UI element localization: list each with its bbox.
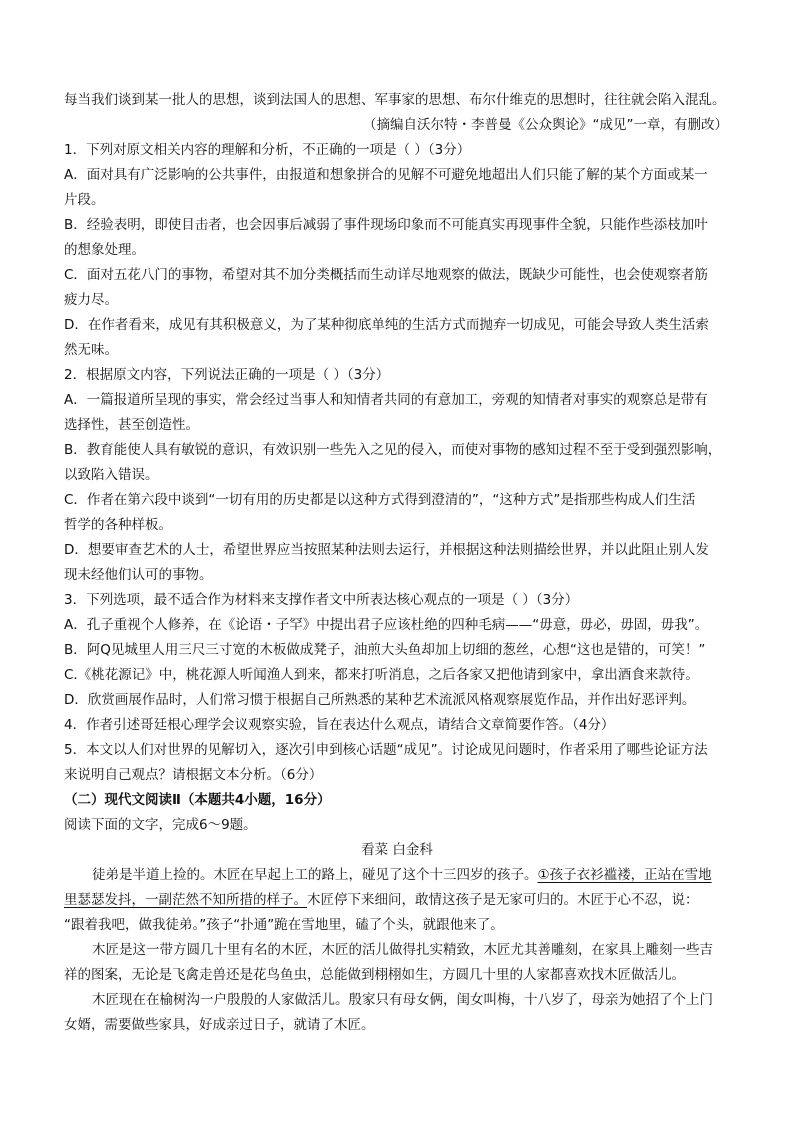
passage-last-line: 每当我们谈到某一批人的思想，谈到法国人的思想、军事家的思想、布尔什维克的思想时，往往就会陷入混乱。 — [64, 92, 726, 108]
q2-option-d-cont: 现未经他们认可的事物。 — [64, 567, 213, 583]
story-p1-line3: “跟着我吧，做我徒弟。”孩子“扑通”跪在雪地里，磕了个头，就跟他来了。 — [64, 917, 504, 933]
source-citation: （摘编自沃尔特・李普曼《公众舆论》“成见”一章，有删改） — [363, 117, 728, 133]
q1-option-b-cont: 的想象处理。 — [64, 242, 145, 258]
q2-option-b: B．教育能使人具有敏锐的意识，有效识别一些先入之见的侵入，而使对事物的感知过程不至于受到强烈影响， — [64, 442, 722, 458]
question-3-stem: 3．下列选项，最不适合作为材料来支撑作者文中所表达核心观点的一项是（ ）（3分） — [64, 592, 579, 608]
q1-option-d-cont: 然无味。 — [64, 342, 118, 358]
question-4: 4．作者引述哥廷根心理学会议观察实验，旨在表达什么观点，请结合文章简要作答。（4分） — [64, 717, 615, 733]
story-p3-line2: 女婿，需要做些家具，好成亲过日子，就请了木匠。 — [64, 1017, 375, 1033]
q1-option-a-cont: 片段。 — [64, 192, 105, 208]
story-p1-line2 — [64, 891, 699, 909]
underlined-sentence-1: ①孩子衣衫褴褛，正站在雪地 — [537, 867, 712, 883]
underlined-sentence-1-cont: 里瑟瑟发抖，一副茫然不知所措的样子。 — [64, 892, 307, 908]
question-1-stem: 1．下列对原文相关内容的理解和分析，不正确的一项是（ ）（3分） — [64, 142, 471, 158]
q2-option-a-cont: 选择性，甚至创造性。 — [64, 417, 199, 433]
story-p3-line1: 木匠现在在榆树沟一户殷殷的人家做活儿。殷家只有母女俩，闺女叫梅，十八岁了，母亲为她招了个上门 — [92, 992, 713, 1008]
story-title: 看菜 白金科 — [361, 842, 433, 858]
question-5: 5．本文以人们对世界的见解切入，逐次引申到核心话题“成见”。讨论成见问题时，作者采用了哪些论证方法 — [64, 742, 708, 758]
q1-option-d: D．在作者看来，成见有其积极意义，为了某种彻底单纯的生活方式而抛弃一切成见，可能会导致人类生活索 — [64, 317, 709, 333]
question-5-cont: 来说明自己观点？请根据文本分析。（6分） — [64, 767, 323, 783]
story-p1-text-cont: 木匠停下来细问，敢情这孩子是无家可归的。木匠于心不忍，说： — [307, 892, 699, 908]
q1-option-c-cont: 疲力尽。 — [64, 292, 118, 308]
q2-option-c: C．作者在第六段中谈到“一切有用的历史都是以这种方式得到澄清的”，“这种方式”是指那些构成人们生活 — [64, 492, 696, 508]
story-p2-line2: 祥的图案，无论是飞禽走兽还是花鸟鱼虫，总能做到栩栩如生，方圆几十里的人家都喜欢找木匠做活儿。 — [64, 967, 685, 983]
section-2-heading: （二）现代文阅读Ⅱ（本题共4小题，16分） — [64, 792, 331, 808]
q3-option-b: B．阿Q见城里人用三尺三寸宽的木板做成凳子，油煎大头鱼却加上切细的葱丝，心想“这也是错的，可笑！” — [64, 642, 706, 658]
q2-option-a: A．一篇报道所呈现的事实，常会经过当事人和知情者共同的有意加工，旁观的知情者对事实的观察总是带有 — [64, 392, 708, 408]
q2-option-b-cont: 以致陷入错误。 — [64, 467, 159, 483]
q2-option-c-cont: 哲学的各种样板。 — [64, 517, 172, 533]
question-2-stem: 2．根据原文内容，下列说法正确的一项是（ ）（3分） — [64, 367, 390, 383]
section-2-instruction: 阅读下面的文字，完成6～9题。 — [64, 817, 257, 833]
story-p1-line1 — [92, 866, 712, 884]
q3-option-a: A．孔子重视个人修养，在《论语・子罕》中提出君子应该杜绝的四种毛病——“毋意，毋必，毋固，毋我”。 — [64, 617, 709, 633]
q1-option-b: B．经验表明，即使目击者，也会因事后减弱了事件现场印象而不可能真实再现事件全貌，只能作些添枝加叶 — [64, 217, 708, 233]
story-p2-line1: 木匠是这一带方圆几十里有名的木匠，木匠的活儿做得扎实精致，木匠尤其善雕刻，在家具上雕刻一些吉 — [92, 942, 713, 958]
story-p1-text: 徒弟是半道上捡的。木匠在早起上工的路上，碰见了这个十三四岁的孩子。 — [92, 867, 538, 883]
q1-option-c: C．面对五花八门的事物，希望对其不加分类概括而生动详尽地观察的做法，既缺少可能性，也会使观察者筋 — [64, 267, 708, 283]
q1-option-a: A．面对具有广泛影响的公共事件，由报道和想象拼合的见解不可避免地超出人们只能了解的某个方面或某一 — [64, 167, 708, 183]
q3-option-d: D．欣赏画展作品时，人们常习惯于根据自己所熟悉的某种艺术流派风格观察展览作品，并作出好恶评判。 — [64, 692, 696, 708]
q2-option-d: D．想要审查艺术的人士，希望世界应当按照某种法则去运行，并根据这种法则描绘世界，并以此阻止别人发 — [64, 542, 709, 558]
q3-option-c: C.《桃花源记》中，桃花源人听闻渔人到来，都来打听消息，之后各家又把他请到家中，拿出酒食来款待。 — [64, 667, 699, 683]
